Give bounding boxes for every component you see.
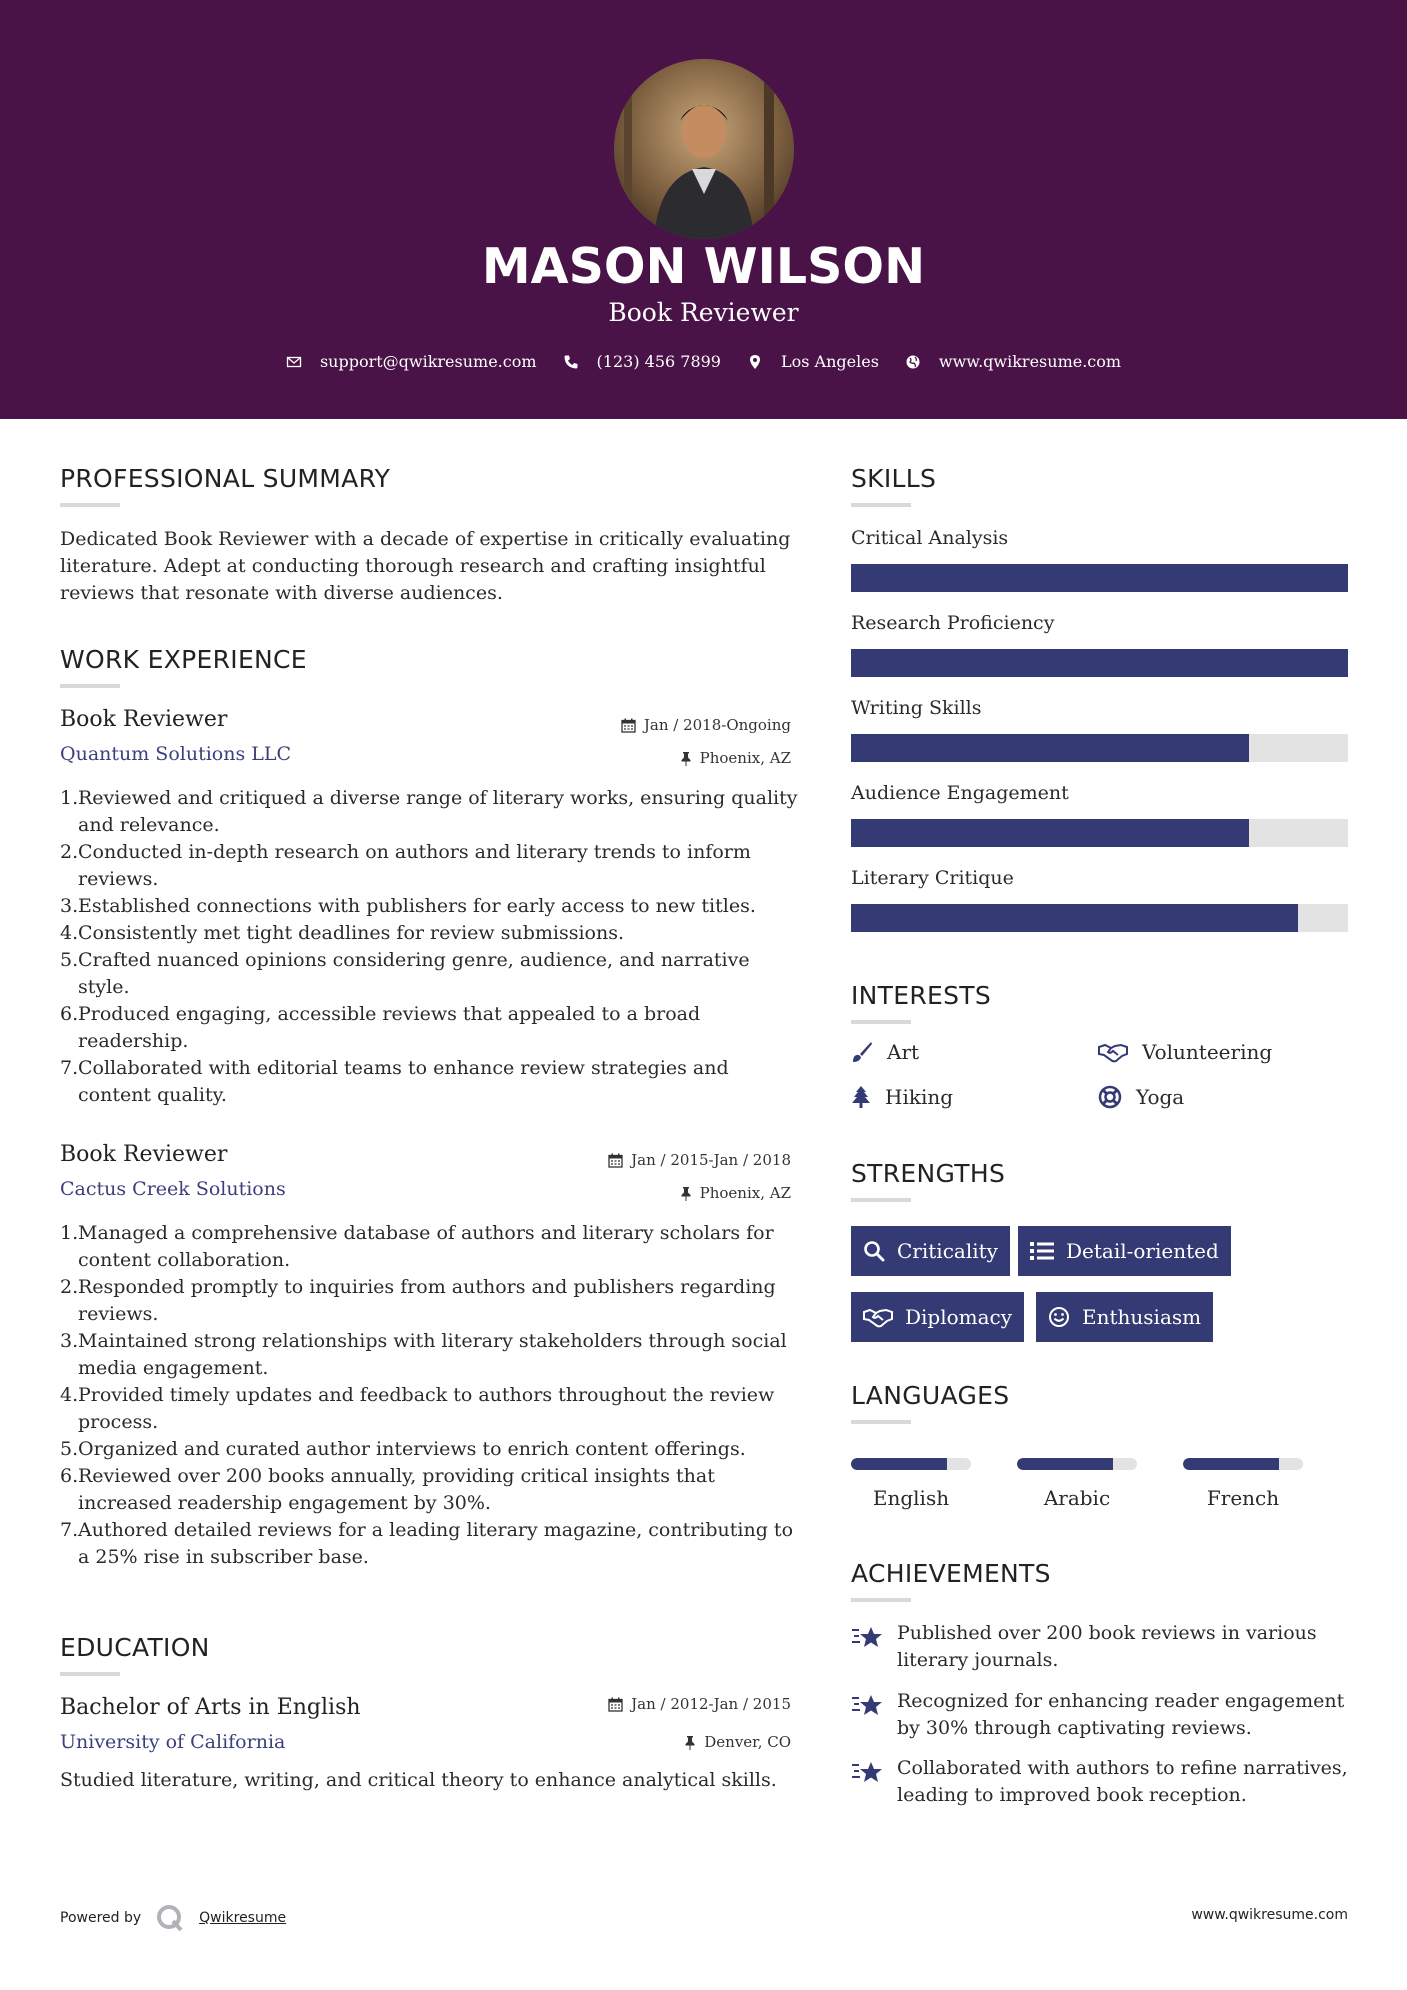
interests-heading: INTERESTS: [851, 981, 992, 1010]
skill-label: Critical Analysis: [851, 527, 1009, 549]
candidate-title: Book Reviewer: [608, 298, 799, 327]
languages-divider: [851, 1420, 911, 1424]
achievement-item: [851, 1620, 1361, 1674]
education-dates: [540, 1695, 791, 1713]
language-bar-track: [1017, 1458, 1137, 1470]
contact-email-text: support@qwikresume.com: [319, 352, 537, 371]
envelope-icon: [286, 354, 302, 370]
skill-bar-fill: [851, 734, 1249, 762]
work-divider: [60, 684, 120, 688]
star-award-icon: [851, 1624, 885, 1652]
language-label: Arabic: [1043, 1486, 1111, 1510]
resume-header: [0, 0, 1407, 419]
duty-item: Crafted nuanced opinions considering genre, audience, and narrative style.: [78, 949, 750, 998]
qwikresume-link[interactable]: Qwikresume: [199, 1910, 287, 1926]
star-award-icon: [851, 1692, 885, 1720]
duty-item: Maintained strong relationships with literary stakeholders through social media engagement.: [78, 1330, 787, 1379]
education-heading: EDUCATION: [60, 1633, 210, 1662]
duty-item: Managed a comprehensive database of authors and literary scholars for content collaboration.: [78, 1222, 774, 1271]
language-bar-fill: [851, 1458, 947, 1470]
strength-label: Detail-oriented: [1066, 1239, 1219, 1263]
calendar-icon: [608, 1153, 623, 1168]
duties-list: [60, 785, 800, 1109]
interest-label: Art: [887, 1040, 920, 1064]
duty-item: Established connections with publishers for early access to new titles.: [78, 895, 756, 917]
skills-heading: SKILLS: [851, 464, 937, 493]
achievements-heading: ACHIEVEMENTS: [851, 1559, 1051, 1588]
job-location-text: Phoenix, AZ: [699, 749, 791, 767]
candidate-name: MASON WILSON: [481, 238, 926, 295]
skills-divider: [851, 503, 911, 507]
duty-item: Consistently met tight deadlines for review submissions.: [78, 922, 624, 944]
skill-bar-track: [851, 734, 1348, 762]
strength-label: Diplomacy: [905, 1305, 1013, 1329]
education-location-text: Denver, CO: [704, 1733, 791, 1751]
strengths-heading: STRENGTHS: [851, 1159, 1006, 1188]
language-label: English: [872, 1486, 950, 1510]
skill-bar-track: [851, 649, 1348, 677]
handshake-icon: [1098, 1041, 1128, 1063]
duty-item: Collaborated with editorial teams to enhance review strategies and content quality.: [78, 1057, 729, 1106]
summary-line: Dedicated Book Reviewer with a decade of expertise in critically evaluating: [60, 528, 791, 550]
summary-text: [60, 526, 800, 607]
footer-powered-by: [60, 1903, 286, 1933]
profile-photo: [614, 59, 794, 239]
strength-tag-enthusiasm: [1036, 1292, 1213, 1342]
company-name[interactable]: Cactus Creek Solutions: [60, 1178, 286, 1200]
summary-heading: PROFESSIONAL SUMMARY: [60, 464, 391, 493]
job-location: [540, 749, 791, 767]
skill-bar-fill: [851, 819, 1249, 847]
contact-phone[interactable]: [563, 352, 721, 371]
contact-location: [747, 352, 879, 371]
language-bar-fill: [1183, 1458, 1279, 1470]
duty-item: Authored detailed reviews for a leading literary magazine, contributing to a 25% rise in subscriber base.: [78, 1519, 794, 1568]
lifebuoy-icon: [1098, 1085, 1122, 1109]
skill-bar-track: [851, 819, 1348, 847]
qwikresume-logo-icon: [155, 1903, 185, 1933]
education-divider: [60, 1672, 120, 1676]
footer-website[interactable]: www.qwikresume.com: [1191, 1907, 1348, 1923]
interest-label: Hiking: [885, 1085, 954, 1109]
strength-tag-diplomacy: [851, 1292, 1024, 1342]
interest-hiking: [851, 1085, 953, 1109]
contact-email[interactable]: [286, 352, 537, 371]
degree-title: Bachelor of Arts in English: [60, 1695, 361, 1720]
interest-art: [851, 1040, 919, 1064]
skill-label: Writing Skills: [851, 697, 982, 719]
language-bar-track: [1183, 1458, 1303, 1470]
achievement-text: Recognized for enhancing reader engagement by 30% through captivating reviews.: [897, 1690, 1345, 1739]
paintbrush-icon: [851, 1041, 873, 1063]
job-location: [540, 1184, 791, 1202]
languages-heading: LANGUAGES: [851, 1381, 1010, 1410]
achievements-divider: [851, 1598, 911, 1602]
job-dates: [540, 1151, 791, 1169]
calendar-icon: [621, 718, 636, 733]
phone-icon: [563, 354, 579, 370]
duty-item: Produced engaging, accessible reviews that appealed to a broad readership.: [78, 1003, 701, 1052]
contact-bar: [0, 352, 1407, 371]
calendar-icon: [608, 1697, 623, 1712]
education-description: Studied literature, writing, and critical theory to enhance analytical skills.: [60, 1769, 777, 1791]
achievement-text: Published over 200 book reviews in various literary journals.: [897, 1622, 1317, 1671]
pushpin-icon: [680, 751, 692, 766]
map-marker-icon: [747, 354, 763, 370]
strength-label: Criticality: [897, 1239, 998, 1263]
summary-line: literature. Adept at conducting thorough research and crafting insightful: [60, 555, 766, 577]
job-dates: [540, 716, 791, 734]
strength-tag-criticality: [851, 1226, 1010, 1276]
achievement-item: [851, 1755, 1361, 1809]
company-name[interactable]: Quantum Solutions LLC: [60, 743, 292, 765]
school-name[interactable]: University of California: [60, 1731, 286, 1753]
skill-bar-track: [851, 564, 1348, 592]
interest-yoga: [1098, 1085, 1184, 1109]
job-title: Book Reviewer: [60, 707, 228, 732]
tree-icon: [851, 1085, 871, 1109]
handshake-icon: [863, 1306, 893, 1328]
skill-bar-fill: [851, 649, 1348, 677]
interest-volunteering: [1098, 1040, 1272, 1064]
powered-by-label: Powered by: [60, 1910, 142, 1926]
contact-website-text: www.qwikresume.com: [938, 352, 1122, 371]
language-label: French: [1206, 1486, 1280, 1510]
duty-item: Provided timely updates and feedback to authors throughout the review process.: [78, 1384, 775, 1433]
strengths-divider: [851, 1198, 911, 1202]
strength-label: Enthusiasm: [1082, 1305, 1202, 1329]
search-icon: [863, 1240, 885, 1262]
summary-divider: [60, 503, 120, 507]
interest-label: Volunteering: [1142, 1040, 1273, 1064]
skill-bar-fill: [851, 904, 1298, 932]
pushpin-icon: [680, 1186, 692, 1201]
strength-tag-detail-oriented: [1018, 1226, 1231, 1276]
skill-label: Literary Critique: [851, 867, 1014, 889]
globe-icon: [905, 354, 921, 370]
interest-label: Yoga: [1136, 1085, 1185, 1109]
achievement-item: [851, 1688, 1361, 1742]
pushpin-icon: [684, 1735, 696, 1750]
job-dates-text: Jan / 2015-Jan / 2018: [631, 1151, 791, 1169]
language-bar-fill: [1017, 1458, 1113, 1470]
job-location-text: Phoenix, AZ: [699, 1184, 791, 1202]
contact-location-text: Los Angeles: [780, 352, 879, 371]
skill-bar-track: [851, 904, 1348, 932]
skill-label: Audience Engagement: [851, 782, 1069, 804]
work-heading: WORK EXPERIENCE: [60, 645, 307, 674]
summary-line: reviews that resonate with diverse audiences.: [60, 582, 503, 604]
duty-item: Reviewed and critiqued a diverse range of literary works, ensuring quality and relevance.: [78, 787, 798, 836]
job-title: Book Reviewer: [60, 1142, 228, 1167]
smile-icon: [1048, 1306, 1070, 1328]
duty-item: Organized and curated author interviews to enrich content offerings.: [78, 1438, 746, 1460]
education-location: [540, 1733, 791, 1751]
contact-phone-text: (123) 456 7899: [596, 352, 721, 371]
duty-item: Responded promptly to inquiries from authors and publishers regarding reviews.: [78, 1276, 776, 1325]
duty-item: Reviewed over 200 books annually, providing critical insights that increased readership engagement by 30%.: [78, 1465, 715, 1514]
skill-label: Research Proficiency: [851, 612, 1055, 634]
interests-divider: [851, 1020, 911, 1024]
duties-list: [60, 1220, 800, 1571]
contact-website[interactable]: [905, 352, 1121, 371]
skill-bar-fill: [851, 564, 1348, 592]
duty-item: Conducted in-depth research on authors and literary trends to inform reviews.: [78, 841, 751, 890]
language-bar-track: [851, 1458, 971, 1470]
job-dates-text: Jan / 2018-Ongoing: [643, 716, 791, 734]
list-icon: [1030, 1241, 1054, 1261]
education-dates-text: Jan / 2012-Jan / 2015: [631, 1695, 791, 1713]
achievement-text: Collaborated with authors to refine narratives, leading to improved book reception.: [897, 1757, 1348, 1806]
star-award-icon: [851, 1759, 885, 1787]
